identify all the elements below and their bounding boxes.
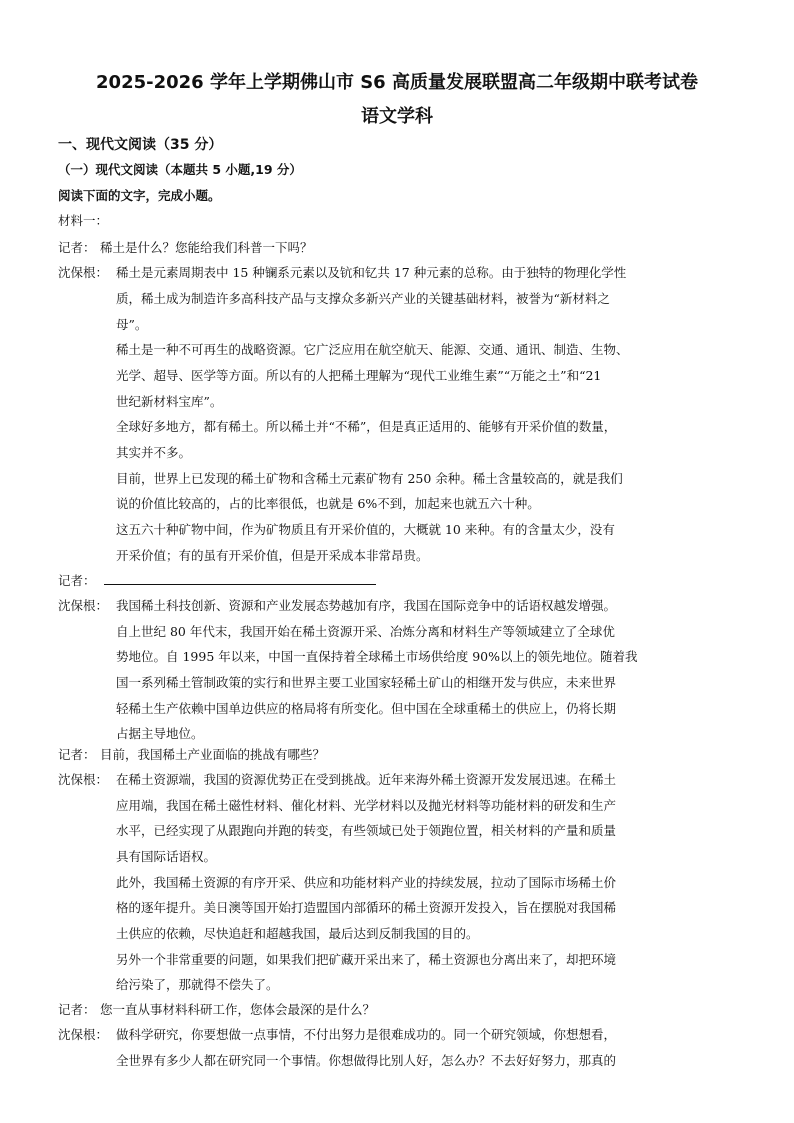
speaker-label: 记者： (58, 573, 96, 588)
dialogue-line: 世纪新材料宝库”。 (116, 394, 223, 409)
dialogue-line: 应用端，我国在稀土磁性材料、催化材料、光学材料以及抛光材料等功能材料的研发和生产 (116, 798, 617, 813)
dialogue-line: 轻稀土生产依赖中国单边供应的格局将有所变化。但中国在全球重稀土的供应上，仍将长期 (116, 701, 617, 716)
dialogue-line: 其实并不多。 (116, 445, 192, 460)
subject-title: 语文学科 (361, 106, 433, 127)
dialogue-line: 占据主导地位。 (116, 726, 204, 741)
dialogue-line: 目前，我国稀土产业面临的挑战有哪些？ (100, 747, 326, 762)
dialogue-line: 光学、超导、医学等方面。所以有的人把稀土理解为“现代工业维生素”“万能之土”和“21 (116, 368, 602, 383)
dialogue-line: 做科学研究，你要想做一点事情，不付出努力是很难成功的。同一个研究领域，你想想看， (116, 1027, 617, 1042)
dialogue-line: 给污染了，那就得不偿失了。 (116, 977, 279, 992)
dialogue-line: 水平，已经实现了从跟跑向并跑的转变，有些领域已处于领跑位置，相关材料的产量和质量 (116, 823, 617, 838)
dialogue-line: 我国稀土科技创新、资源和产业发展态势越加有序，我国在国际竞争中的话语权越发增强。 (116, 598, 617, 613)
answer-blank[interactable] (104, 571, 376, 586)
dialogue-line: 母”。 (116, 317, 148, 332)
dialogue-line: 开采价值；有的虽有开采价值，但是开采成本非常昂贵。 (116, 548, 429, 563)
dialogue-line: 另外一个非常重要的问题，如果我们把矿藏开采出来了，稀土资源也分离出来了，却把环境 (116, 952, 617, 967)
material-label: 材料一： (58, 213, 109, 228)
speaker-label: 记者： (58, 240, 96, 255)
dialogue-line: 全世界有多少人都在研究同一个事情。你想做得比别人好，怎么办？不去好好努力，那真的 (116, 1053, 617, 1068)
exam-title: 2025-2026 学年上学期佛山市 S6 高质量发展联盟高二年级期中联考试卷 (96, 72, 698, 93)
dialogue-line: 质，稀土成为制造许多高科技产品与支撑众多新兴产业的关键基础材料，被誉为“新材料之 (116, 291, 610, 306)
dialogue-line: 土供应的依赖，尽快追赶和超越我国，最后达到反制我国的目的。 (116, 926, 479, 941)
dialogue-line: 说的价值比较高的，占的比率很低，也就是 6%不到，加起来也就五六十种。 (116, 496, 540, 511)
dialogue-line: 此外，我国稀土资源的有序开采、供应和功能材料产业的持续发展，拉动了国际市场稀土价 (116, 875, 617, 890)
dialogue-line: 全球好多地方，都有稀土。所以稀土并“不稀”，但是真正适用的、能够有开采价值的数量， (116, 419, 617, 434)
speaker-label: 沈保根： (58, 1027, 109, 1042)
speaker-label: 记者： (58, 747, 96, 762)
dialogue-line: 这五六十种矿物中间，作为矿物质且有开采价值的，大概就 10 来种。有的含量太少，没有 (116, 522, 615, 537)
dialogue-line: 目前，世界上已发现的稀土矿物和含稀土元素矿物有 250 余种。稀土含量较高的，就是我们 (116, 471, 623, 486)
dialogue-line: 稀土是什么？您能给我们科普一下吗？ (100, 240, 313, 255)
speaker-label: 沈保根： (58, 598, 109, 613)
dialogue-line: 国一系列稀土管制政策的实行和世界主要工业国家轻稀土矿山的相继开发与供应，未来世界 (116, 675, 617, 690)
dialogue-line: 您一直从事材料科研工作，您体会最深的是什么？ (100, 1002, 376, 1017)
dialogue-line: 自上世纪 80 年代末，我国开始在稀土资源开采、冶炼分离和材料生产等领域建立了全球优 (116, 624, 615, 639)
section-heading: 一、现代文阅读（35 分） (58, 137, 223, 153)
instruction-text: 阅读下面的文字，完成小题。 (58, 188, 221, 203)
dialogue-line: 具有国际话语权。 (116, 849, 217, 864)
speaker-label: 沈保根： (58, 265, 109, 280)
dialogue-line: 稀土是元素周期表中 15 种镧系元素以及钪和钇共 17 种元素的总称。由于独特的物理化学性 (116, 265, 627, 280)
dialogue-line: 稀土是一种不可再生的战略资源。它广泛应用在航空航天、能源、交通、通讯、制造、生物、 (116, 342, 629, 357)
dialogue-line: 格的逐年提升。美日澳等国开始打造盟国内部循环的稀土资源开发投入，旨在摆脱对我国稀 (116, 900, 617, 915)
dialogue-line: 势地位。自 1995 年以来，中国一直保持着全球稀土市场供给度 90%以上的领先地位。随着我 (116, 649, 638, 664)
speaker-label: 沈保根： (58, 772, 109, 787)
dialogue-line: 在稀土资源端，我国的资源优势正在受到挑战。近年来海外稀土资源开发发展迅速。在稀土 (116, 772, 617, 787)
speaker-label: 记者： (58, 1002, 96, 1017)
sub-section-heading: （一）现代文阅读（本题共 5 小题,19 分） (58, 162, 302, 177)
